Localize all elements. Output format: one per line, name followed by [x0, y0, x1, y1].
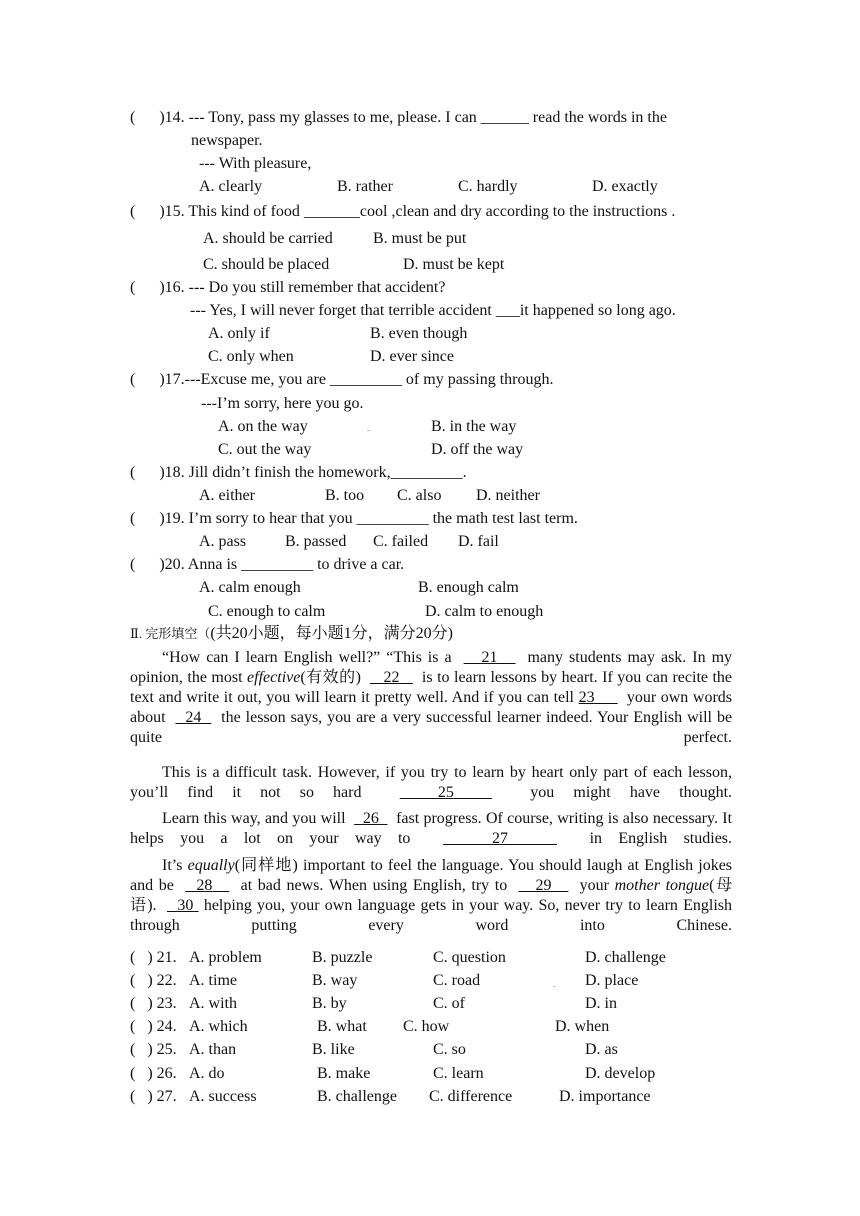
cloze-23-option-a: A. with: [189, 995, 237, 1012]
question-20-option-b: B. enough calm: [418, 579, 519, 596]
cloze-27-option-c: C. difference: [429, 1088, 513, 1105]
question-17-reply: ---I’m sorry, here you go.: [201, 395, 364, 412]
cloze-21-option-b: B. puzzle: [312, 949, 373, 966]
cloze-22-number: ( ) 22.: [130, 972, 177, 989]
question-16-reply: --- Yes, I will never forget that terrible accident ___it happened so long ago.: [190, 302, 676, 319]
passage-paragraph-3: Learn this way, and you will 26 fast progress. Of course, writing is also necessary. It helps you a lot on your way to 27 in English studies.: [130, 810, 733, 847]
question-19-option-a: A. pass: [199, 533, 247, 550]
cloze-27-number: ( ) 27.: [130, 1088, 177, 1105]
cloze-27-option-b: B. challenge: [317, 1088, 397, 1105]
cloze-26-option-d: D. develop: [585, 1065, 656, 1082]
question-14-reply: --- With pleasure,: [199, 155, 312, 172]
cloze-25-option-b: B. like: [312, 1041, 355, 1058]
cloze-24-option-d: D. when: [555, 1018, 610, 1035]
cloze-22-option-c: C. road: [433, 972, 481, 989]
question-19-stem: ( )19. I’m sorry to hear that you _________ the math test last term.: [130, 510, 578, 527]
cloze-23-option-c: C. of: [433, 995, 465, 1012]
question-20-option-d: D. calm to enough: [425, 603, 544, 620]
question-17-option-a: A. on the way: [218, 418, 308, 435]
question-16-option-b: B. even though: [370, 325, 468, 342]
cloze-23-number: ( ) 23.: [130, 995, 177, 1012]
cloze-21-number: ( ) 21.: [130, 949, 177, 966]
cloze-21-option-c: C. question: [433, 949, 506, 966]
question-18-option-c: C. also: [397, 487, 442, 504]
question-20-option-a: A. calm enough: [199, 579, 301, 596]
question-15-option-d: D. must be kept: [403, 256, 505, 273]
question-15-option-a: A. should be carried: [203, 230, 333, 247]
question-14-option-b: B. rather: [337, 178, 393, 195]
stray-mark: [367, 430, 370, 431]
question-16-option-d: D. ever since: [370, 348, 454, 365]
passage-paragraph-1: “How can I learn English well?” “This is a 21 many students may ask. In my opinion, the most effective(有效的) 22 is to learn lessons by heart. If you can recite the text and write it out, you will learn it pretty well. And if you can tell 23 your own words about 24 the lesson says, you are a very successful learner indeed. Your English will be quite perfect.: [130, 649, 733, 746]
question-14-number: ( )14. --- Tony, pass my glasses to me, please. I can ______ read the words in the: [130, 109, 667, 126]
question-14-option-d: D. exactly: [592, 178, 658, 195]
question-20-stem: ( )20. Anna is _________ to drive a car.: [130, 556, 405, 573]
question-17-stem: ( )17.---Excuse me, you are _________ of my passing through.: [130, 371, 554, 388]
question-14-stem-cont: newspaper.: [191, 132, 263, 149]
question-18-stem: ( )18. Jill didn’t finish the homework,_________.: [130, 464, 467, 481]
question-19-option-b: B. passed: [285, 533, 347, 550]
cloze-21-option-a: A. problem: [189, 949, 262, 966]
cloze-26-number: ( ) 26.: [130, 1065, 177, 1082]
question-19-option-d: D. fail: [458, 533, 499, 550]
question-16-option-a: A. only if: [208, 325, 270, 342]
question-14-option-c: C. hardly: [458, 178, 518, 195]
question-17-option-b: B. in the way: [431, 418, 517, 435]
cloze-26-option-c: C. learn: [433, 1065, 484, 1082]
question-16-stem: ( )16. --- Do you still remember that accident?: [130, 279, 446, 296]
question-18-option-b: B. too: [325, 487, 365, 504]
question-15-option-c: C. should be placed: [203, 256, 330, 273]
cloze-24-option-b: B. what: [317, 1018, 367, 1035]
question-15-option-b: B. must be put: [373, 230, 467, 247]
cloze-26-option-a: A. do: [189, 1065, 225, 1082]
question-15-stem: ( )15. This kind of food _______cool ,clean and dry according to the instructions .: [130, 203, 676, 220]
question-18-option-d: D. neither: [476, 487, 540, 504]
question-14-option-a: A. clearly: [199, 178, 263, 195]
cloze-24-number: ( ) 24.: [130, 1018, 177, 1035]
cloze-23-option-b: B. by: [312, 995, 347, 1012]
question-20-option-c: C. enough to calm: [208, 603, 326, 620]
cloze-24-option-c: C. how: [403, 1018, 450, 1035]
question-17-option-d: D. off the way: [431, 441, 524, 458]
question-19-option-c: C. failed: [373, 533, 429, 550]
question-17-option-c: C. out the way: [218, 441, 312, 458]
cloze-25-option-d: D. as: [585, 1041, 618, 1058]
cloze-22-option-a: A. time: [189, 972, 237, 989]
cloze-25-option-a: A. than: [189, 1041, 237, 1058]
cloze-24-option-a: A. which: [189, 1018, 248, 1035]
cloze-21-option-d: D. challenge: [585, 949, 666, 966]
cloze-22-option-d: D. place: [585, 972, 639, 989]
cloze-22-option-b: B. way: [312, 972, 358, 989]
cloze-25-option-c: C. so: [433, 1041, 466, 1058]
stray-mark: [553, 986, 556, 987]
question-18-option-a: A. either: [199, 487, 255, 504]
passage-paragraph-4: It’s equally(同样地) important to feel the language. You should laugh at English jokes and be 28 at bad news. When using English, try to 29 your mother tongue(母语). 30 helping you, your own language gets in your way. So, never try to learn English through putting every word into Chinese.: [130, 857, 733, 934]
passage-paragraph-2: This is a difficult task. However, if you try to learn by heart only part of each lesson, you’ll find it not so hard 25 you might have thought.: [130, 764, 733, 801]
cloze-23-option-d: D. in: [585, 995, 617, 1012]
cloze-25-number: ( ) 25.: [130, 1041, 177, 1058]
cloze-26-option-b: B. make: [317, 1065, 371, 1082]
section-heading: Ⅱ. 完形填空（(共20小题，每小题1分，满分20分): [130, 625, 454, 642]
question-16-option-c: C. only when: [208, 348, 294, 365]
cloze-27-option-d: D. importance: [559, 1088, 651, 1105]
cloze-27-option-a: A. success: [189, 1088, 257, 1105]
